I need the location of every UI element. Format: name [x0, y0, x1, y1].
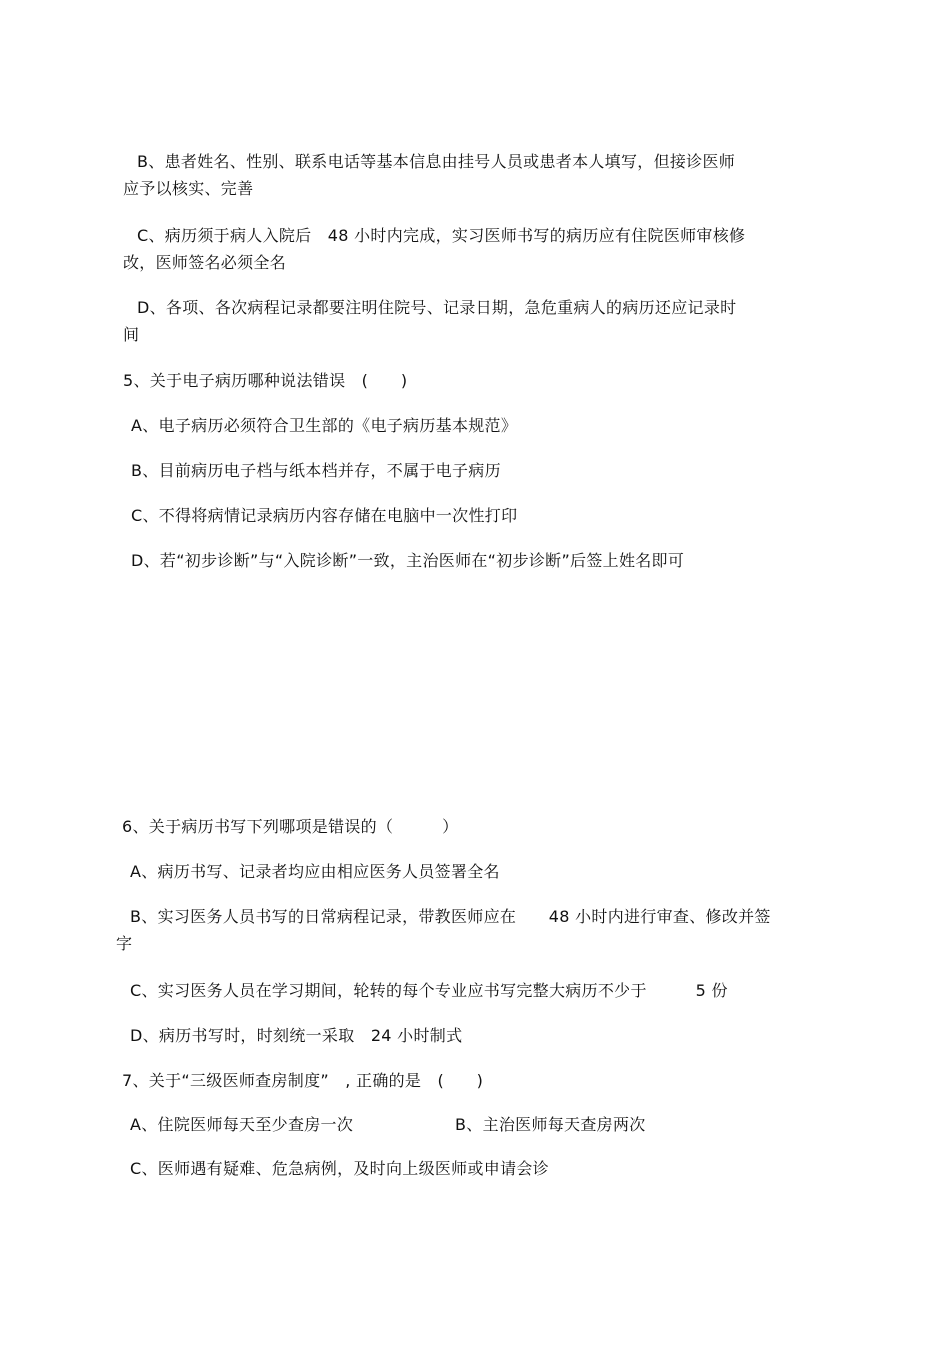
- question-7: 7、关于“三级医师查房制度” , 正确的是 ( ): [122, 1071, 484, 1090]
- option-6c: C、实习医务人员在学习期间，轮转的每个专业应书写完整大病历不少于 5 份: [130, 981, 728, 1000]
- option-4b-line2: 应予以核实、完善: [123, 179, 254, 198]
- option-6d: D、病历书写时，时刻统一采取 24 小时制式: [130, 1026, 463, 1045]
- option-5a: A、电子病历必须符合卫生部的《电子病历基本规范》: [131, 416, 518, 435]
- option-6a: A、病历书写、记录者均应由相应医务人员签署全名: [130, 862, 500, 881]
- option-7c: C、医师遇有疑难、危急病例，及时向上级医师或申请会诊: [130, 1159, 549, 1178]
- option-4d-line1: D、各项、各次病程记录都要注明住院号、记录日期，急危重病人的病历还应记录时: [137, 298, 737, 317]
- option-5b: B、目前病历电子档与纸本档并存，不属于电子病历: [131, 461, 501, 480]
- option-6b-line1: B、实习医务人员书写的日常病程记录，带教医师应在 48 小时内进行审查、修改并签: [130, 907, 771, 926]
- option-5d: D、若“初步诊断”与“入院诊断”一致，主治医师在“初步诊断”后签上姓名即可: [131, 551, 685, 570]
- option-4c-line1: C、病历须于病人入院后 48 小时内完成，实习医师书写的病历应有住院医师审核修: [137, 226, 746, 245]
- option-4d-line2: 间: [123, 325, 140, 344]
- option-7a: A、住院医师每天至少查房一次: [130, 1115, 354, 1134]
- question-5: 5、关于电子病历哪种说法错误 ( ): [123, 371, 408, 390]
- question-6: 6、关于病历书写下列哪项是错误的（ ）: [122, 817, 459, 836]
- option-6b-line2: 字: [116, 934, 133, 953]
- option-4b-line1: B、患者姓名、性别、联系电话等基本信息由挂号人员或患者本人填写，但接诊医师: [137, 152, 736, 171]
- option-7b: B、主治医师每天查房两次: [455, 1115, 646, 1134]
- option-5c: C、不得将病情记录病历内容存储在电脑中一次性打印: [131, 506, 518, 525]
- option-4c-line2: 改，医师签名必须全名: [123, 253, 287, 272]
